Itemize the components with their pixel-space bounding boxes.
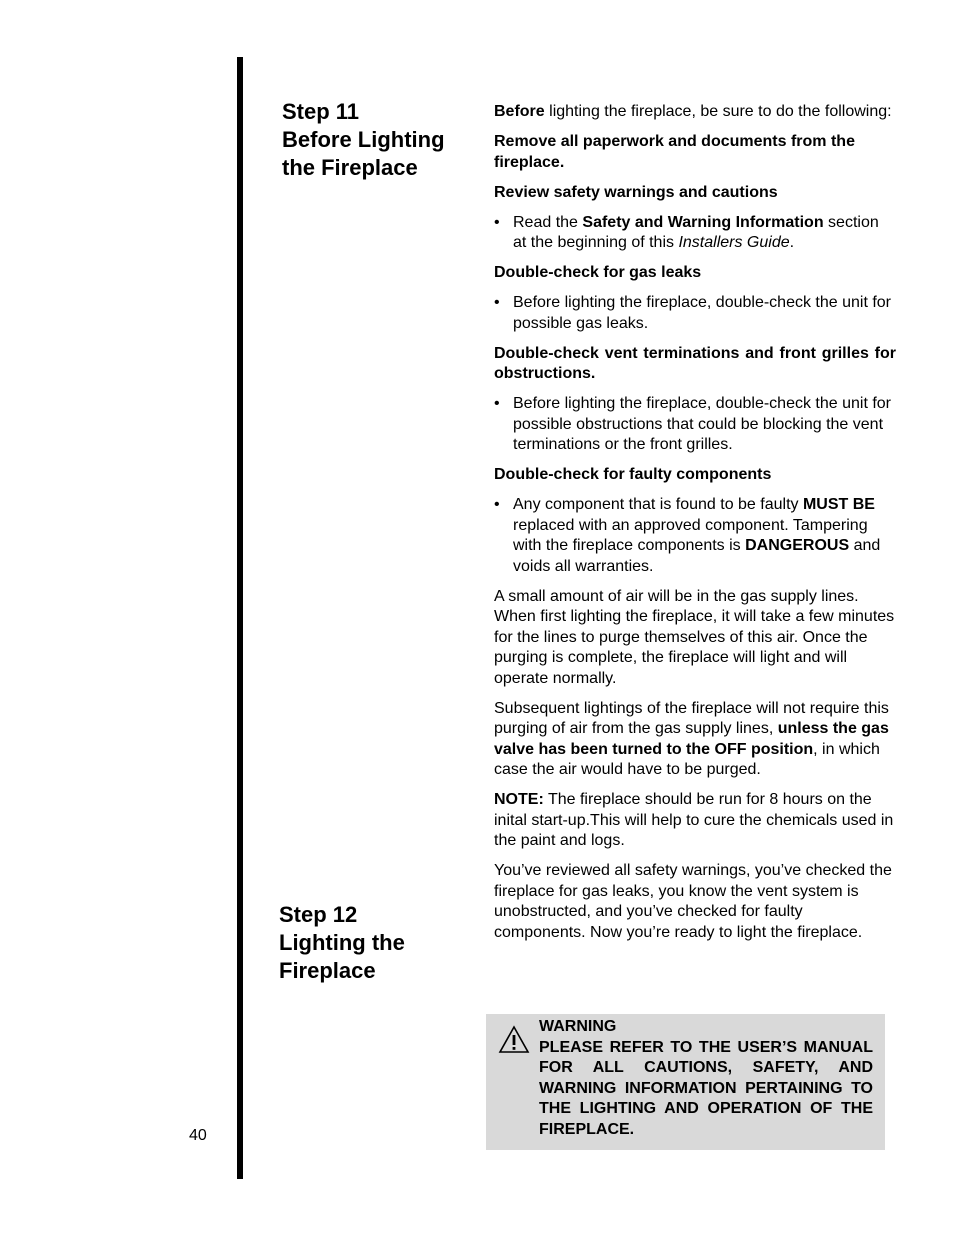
bullet-icon: • — [494, 496, 500, 513]
vertical-rule — [237, 57, 243, 1179]
bullet-text: Read the — [513, 213, 583, 231]
paragraph-text: Subsequent lightings of the fireplace will not require this purging of air from the gas supply lines, — [494, 699, 889, 737]
bullet-text: Before lighting the fireplace, double-check the unit for possible obstructions that could be blocking the vent terminations or the front grilles. — [513, 395, 892, 453]
step-12-title-line1: Lighting the — [279, 930, 405, 955]
intro-text: lighting the fireplace, be sure to do the following: — [544, 103, 892, 120]
warning-box — [486, 1014, 885, 1150]
bullet-icon: • — [494, 395, 500, 412]
note-paragraph — [494, 790, 896, 852]
note-text: The fireplace should be run for 8 hours on the inital start-up.This will help to cure the chemicals used in the paint and logs. — [494, 791, 894, 849]
faulty-components-bullet — [494, 495, 896, 577]
note-label: NOTE: — [494, 791, 544, 808]
faulty-components-heading: Double-check for faulty components — [494, 466, 772, 483]
page-number: 40 — [189, 1127, 207, 1144]
bullet-icon: • — [494, 294, 500, 311]
dangerous-emphasis: DANGEROUS — [745, 537, 850, 554]
step-11-heading — [282, 98, 445, 182]
bullet-text: section at the beginning of this — [513, 213, 879, 251]
intro-bold: Before — [494, 103, 545, 120]
must-be-emphasis: MUST BE — [802, 496, 875, 513]
bullet-text: Before lighting the fireplace, double-check the unit for possible gas leaks. — [513, 294, 892, 332]
vent-obstructions-bullet — [494, 394, 896, 456]
step-11-title-line1: Before Lighting — [282, 127, 445, 152]
content-column — [494, 102, 896, 953]
bullet-text: and voids all warranties. — [513, 537, 881, 575]
step-11-number: Step 11 — [282, 99, 360, 124]
warning-title: WARNING — [539, 1018, 617, 1035]
paragraph-text: , in which case the air would have to be purged. — [494, 740, 880, 778]
warning-text-block — [539, 1017, 873, 1140]
step-12-number: Step 12 — [279, 902, 358, 927]
bullet-text: Any component that is found to be faulty — [513, 496, 803, 513]
installers-guide-reference: Installers Guide — [678, 234, 790, 251]
intro-paragraph — [494, 102, 896, 123]
warning-body: PLEASE REFER TO THE USER’S MANUAL FOR ALL CAUTIONS, SAFETY, AND WARNING INFORMATION PERTAINING TO THE LIGHTING AND OPERATION OF THE FIREPLACE. — [539, 1038, 873, 1138]
bullet-icon: • — [494, 213, 500, 231]
review-safety-heading: Review safety warnings and cautions — [494, 183, 778, 201]
bullet-text: . — [789, 234, 795, 251]
subsequent-lightings-paragraph — [494, 699, 896, 781]
step-11-title-line2: the Fireplace — [282, 155, 418, 180]
gas-leaks-heading: Double-check for gas leaks — [494, 264, 702, 281]
safety-info-reference: Safety and Warning Information — [582, 213, 824, 231]
gas-leaks-bullet — [494, 293, 896, 334]
step-12-paragraph: You’ve reviewed all safety warnings, you’ve checked the fireplace for gas leaks, you know the vent system is unobstructed, and you’ve checked for faulty components. Now you’re ready to light the fireplace. — [494, 862, 892, 941]
gas-valve-off-emphasis: unless the gas valve has been turned to the OFF position — [494, 720, 889, 758]
vent-obstructions-heading: Double-check vent terminations and front grilles for obstructions. — [494, 344, 896, 382]
step-12-title-line2: Fireplace — [279, 958, 376, 983]
remove-paperwork-heading: Remove all paperwork and documents from the fireplace. — [494, 133, 855, 171]
step-12-heading — [279, 901, 405, 985]
warning-triangle-icon — [498, 1025, 530, 1054]
air-purge-paragraph: A small amount of air will be in the gas supply lines. When first lighting the fireplace, it will take a few minutes for the lines to purge themselves of this air. Once the purging is complete, the fireplace will light and will operate normally. — [494, 587, 895, 687]
review-safety-bullet — [494, 213, 896, 254]
bullet-text: replaced with an approved component. Tampering with the fireplace components is — [513, 516, 868, 554]
